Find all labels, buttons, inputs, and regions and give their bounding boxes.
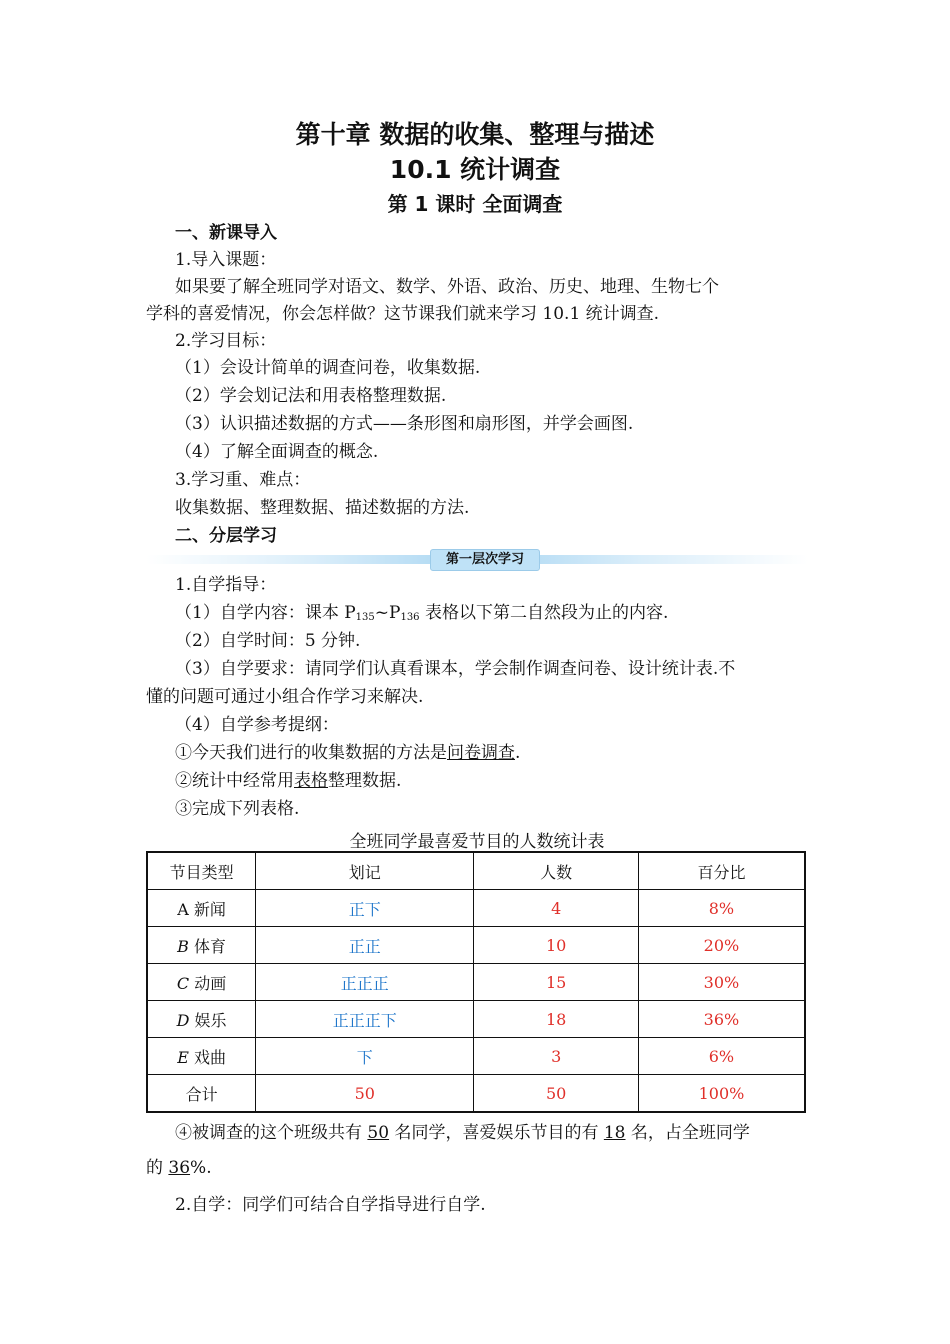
outline-q3: ③完成下列表格. — [175, 799, 300, 819]
program-type-cell — [147, 964, 256, 1001]
program-type-cell — [147, 927, 256, 964]
study-content-suffix: 表格以下第二自然段为止的内容. — [419, 603, 669, 623]
goals-label: 2.学习目标： — [175, 331, 277, 351]
percent-cell: 30% — [638, 964, 805, 1001]
lesson-title: 第 1 课时 全面调查 — [387, 192, 563, 216]
goal-item: （3）认识描述数据的方式——条形图和扇形图，并学会画图. — [175, 414, 634, 434]
statistics-table — [146, 851, 806, 1113]
study-requirement-line1: （3）自学要求：请同学们认真看课本，学会制作调查问卷、设计统计表.不 — [175, 659, 736, 679]
type-letter: A — [177, 899, 189, 919]
study-time: （2）自学时间：5 分钟. — [175, 631, 361, 651]
total-percent-cell: 100% — [638, 1075, 805, 1113]
type-letter: B — [177, 936, 189, 956]
percent-cell: 8% — [638, 890, 805, 927]
type-name: 动画 — [189, 973, 227, 993]
program-type-cell — [147, 1001, 256, 1038]
outline-label: （4）自学参考提纲： — [175, 715, 339, 735]
table-row — [147, 890, 805, 927]
percent-cell: 6% — [638, 1038, 805, 1075]
tally-cell: 下 — [256, 1038, 474, 1075]
section-title: 10.1 统计调查 — [389, 155, 561, 184]
q2-text: ②统计中经常用 — [175, 771, 294, 791]
header-cell: 节目类型 — [147, 852, 256, 890]
count-cell: 15 — [474, 964, 638, 1001]
study-content — [175, 602, 837, 629]
level-band — [146, 549, 808, 569]
q4-text: 的 — [146, 1158, 169, 1178]
table-total-row — [147, 1075, 805, 1113]
q4-answer-entertainment: 18 — [603, 1123, 626, 1143]
total-count-cell: 50 — [474, 1075, 638, 1113]
q4-text: 名，占全班同学 — [625, 1123, 750, 1143]
table-header-row — [147, 852, 805, 890]
q1-suffix: . — [515, 743, 521, 763]
intro-text-line1: 如果要了解全班同学对语文、数学、外语、政治、历史、地理、生物七个 — [175, 277, 719, 297]
type-name: 新闻 — [188, 899, 226, 919]
tally-cell: 正正 — [256, 927, 474, 964]
table-row — [147, 964, 805, 1001]
percent-cell: 36% — [638, 1001, 805, 1038]
study-content-mid: ~P — [374, 603, 401, 623]
tally-cell: 正正正下 — [256, 1001, 474, 1038]
tally-cell: 正下 — [256, 890, 474, 927]
q2-answer: 表格 — [294, 771, 328, 791]
count-cell: 10 — [474, 927, 638, 964]
table-row — [147, 1001, 805, 1038]
program-type-cell — [147, 1038, 256, 1075]
part2-heading: 二、分层学习 — [175, 526, 277, 546]
percent-cell: 20% — [638, 927, 805, 964]
outline-q4-line2 — [146, 1157, 808, 1179]
goal-item: （4）了解全面调查的概念. — [175, 442, 379, 462]
table-caption: 全班同学最喜爱节目的人数统计表 — [349, 832, 605, 852]
table-row — [147, 1038, 805, 1075]
intro-text-line2: 学科的喜爱情况，你会怎样做？这节课我们就来学习 10.1 统计调查. — [146, 304, 660, 324]
q1-answer: 问卷调查 — [447, 743, 515, 763]
type-name: 体育 — [188, 936, 226, 956]
page-end: 136 — [400, 612, 420, 623]
page-start: 135 — [355, 612, 375, 623]
outline-q1 — [175, 742, 837, 764]
focus-text: 收集数据、整理数据、描述数据的方法. — [175, 498, 470, 518]
q4-text: 名同学，喜爱娱乐节目的有 — [389, 1123, 604, 1143]
header-cell: 百分比 — [638, 852, 805, 890]
type-letter: C — [176, 973, 190, 993]
type-name: 娱乐 — [189, 1010, 227, 1030]
q4-text: %. — [190, 1158, 212, 1178]
header-cell: 人数 — [474, 852, 638, 890]
q4-answer-total: 50 — [367, 1123, 390, 1143]
study-requirement-line2: 懂的问题可通过小组合作学习来解决. — [146, 687, 424, 707]
goal-item: （1）会设计简单的调查问卷，收集数据. — [175, 358, 481, 378]
table-row — [147, 927, 805, 964]
study-content-prefix: （1）自学内容：课本 P — [175, 603, 356, 623]
program-type-cell — [147, 890, 256, 927]
q4-text: ④被调查的这个班级共有 — [175, 1123, 368, 1143]
total-tally-cell: 50 — [256, 1075, 474, 1113]
type-letter: E — [177, 1047, 189, 1067]
level-band-label: 第一层次学习 — [430, 549, 540, 571]
outline-q4-line1 — [175, 1122, 837, 1144]
q4-answer-percent: 36 — [168, 1158, 191, 1178]
chapter-title: 第十章 数据的收集、整理与描述 — [295, 120, 655, 149]
header-cell: 划记 — [256, 852, 474, 890]
count-cell: 4 — [474, 890, 638, 927]
total-label-cell: 合计 — [147, 1075, 256, 1113]
self-study-line: 2.自学：同学们可结合自学指导进行自学. — [175, 1195, 486, 1215]
type-name: 戏曲 — [188, 1047, 226, 1067]
count-cell: 18 — [474, 1001, 638, 1038]
count-cell: 3 — [474, 1038, 638, 1075]
tally-cell: 正正正 — [256, 964, 474, 1001]
type-letter: D — [176, 1010, 190, 1030]
focus-label: 3.学习重、难点： — [175, 470, 311, 490]
part1-heading: 一、新课导入 — [175, 223, 277, 243]
q2-suffix: 整理数据. — [328, 771, 402, 791]
goal-item: （2）学会划记法和用表格整理数据. — [175, 386, 447, 406]
intro-label: 1.导入课题： — [175, 250, 277, 270]
guide-label: 1.自学指导： — [175, 575, 277, 595]
outline-q2 — [175, 770, 837, 792]
q1-text: ①今天我们进行的收集数据的方法是 — [175, 743, 447, 763]
